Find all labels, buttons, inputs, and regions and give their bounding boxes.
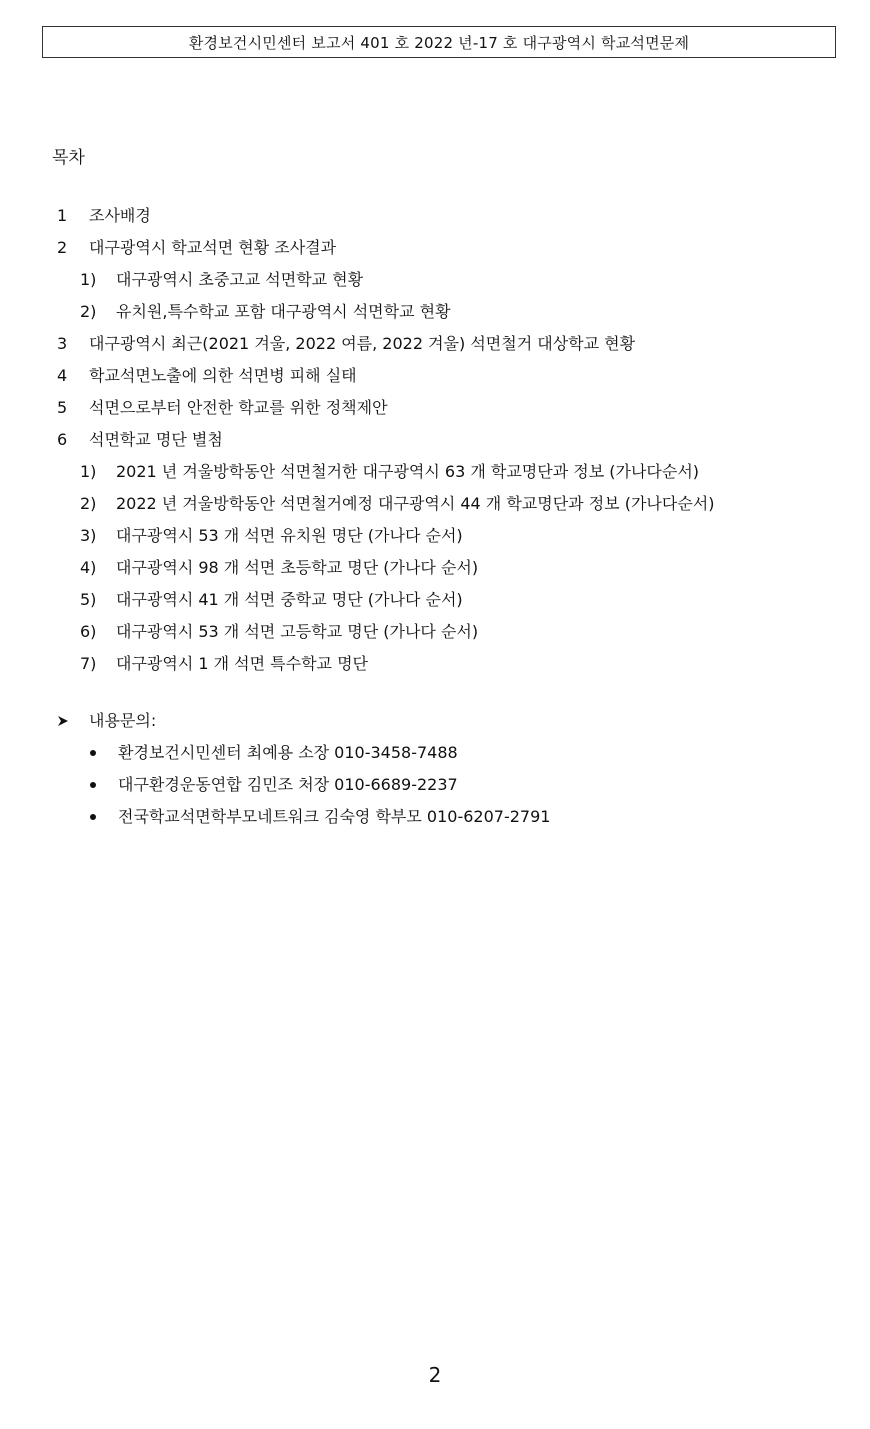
bullet-icon [90, 814, 96, 820]
toc-item [57, 366, 357, 386]
toc-item-label: 대구광역시 초중고교 석면학교 현황 [116, 270, 364, 289]
toc-item-label: 2021 년 겨울방학동안 석면철거한 대구광역시 63 개 학교명단과 정보 (가나다순서) [116, 462, 700, 481]
toc-item-label: 2022 년 겨울방학동안 석면철거예정 대구광역시 44 개 학교명단과 정보 (가나다순서) [116, 494, 715, 513]
toc-item-number: 2) [80, 302, 97, 321]
bullet-icon [90, 782, 96, 788]
contact-item [90, 775, 458, 795]
toc-item-number: 2 [57, 238, 68, 257]
contact-item [90, 807, 550, 827]
toc-item-label: 조사배경 [89, 206, 151, 225]
toc-item [57, 398, 388, 418]
toc-item-label: 석면으로부터 안전한 학교를 위한 정책제안 [89, 398, 388, 417]
toc-item-label: 석면학교 명단 별첨 [89, 430, 223, 449]
contact-item-text: 대구환경운동연합 김민조 처장 010-6689-2237 [118, 775, 458, 794]
toc-item-number: 1) [80, 270, 97, 289]
arrow-bullet-icon [55, 711, 73, 731]
bullet-icon [90, 750, 96, 756]
toc-item-number: 3 [57, 334, 68, 353]
toc-subitem [80, 494, 714, 514]
toc-item-number: 1 [57, 206, 68, 225]
toc-subitem [80, 558, 478, 578]
contact-item [90, 743, 458, 763]
report-header [42, 26, 836, 58]
toc-item-label: 대구광역시 최근(2021 겨울, 2022 여름, 2022 겨울) 석면철거 대상학교 현황 [89, 334, 636, 353]
toc-subitem [80, 590, 463, 610]
toc-item-label: 대구광역시 학교석면 현황 조사결과 [89, 238, 337, 257]
report-header-title: 환경보건시민센터 보고서 401 호 2022 년-17 호 대구광역시 학교석면문제 [188, 33, 690, 52]
toc-item-number: 3) [80, 526, 97, 545]
toc-item [57, 430, 223, 450]
contact-heading-label: 내용문의: [89, 711, 157, 730]
toc-item-label: 대구광역시 53 개 석면 고등학교 명단 (가나다 순서) [116, 622, 479, 641]
toc-item-label: 대구광역시 53 개 석면 유치원 명단 (가나다 순서) [116, 526, 463, 545]
toc-item [57, 206, 151, 226]
toc-subitem [80, 526, 463, 546]
toc-subitem [80, 622, 478, 642]
toc-subitem [80, 302, 451, 322]
contact-heading [55, 711, 156, 731]
toc-item [57, 334, 635, 354]
toc-item-number: 2) [80, 494, 97, 513]
toc-subitem [80, 462, 699, 482]
toc-item-number: 1) [80, 462, 97, 481]
toc-item [57, 238, 336, 258]
toc-item-label: 유치원,특수학교 포함 대구광역시 석면학교 현황 [116, 302, 451, 321]
toc-title: 목차 [52, 148, 85, 168]
toc-item-number: 7) [80, 654, 97, 673]
toc-item-number: 6 [57, 430, 68, 449]
toc-subitem [80, 270, 363, 290]
toc-item-number: 5) [80, 590, 97, 609]
toc-subitem [80, 654, 368, 674]
toc-item-number: 6) [80, 622, 97, 641]
page-number: 2 [428, 1363, 442, 1387]
toc-item-number: 4 [57, 366, 68, 385]
toc-item-label: 대구광역시 98 개 석면 초등학교 명단 (가나다 순서) [116, 558, 479, 577]
toc-item-label: 학교석면노출에 의한 석면병 피해 실태 [89, 366, 357, 385]
toc-item-label: 대구광역시 1 개 석면 특수학교 명단 [116, 654, 368, 673]
contact-item-text: 환경보건시민센터 최예용 소장 010-3458-7488 [118, 743, 458, 762]
toc-item-number: 4) [80, 558, 97, 577]
toc-item-label: 대구광역시 41 개 석면 중학교 명단 (가나다 순서) [116, 590, 463, 609]
contact-item-text: 전국학교석면학부모네트워크 김숙영 학부모 010-6207-2791 [118, 807, 551, 826]
toc-item-number: 5 [57, 398, 68, 417]
